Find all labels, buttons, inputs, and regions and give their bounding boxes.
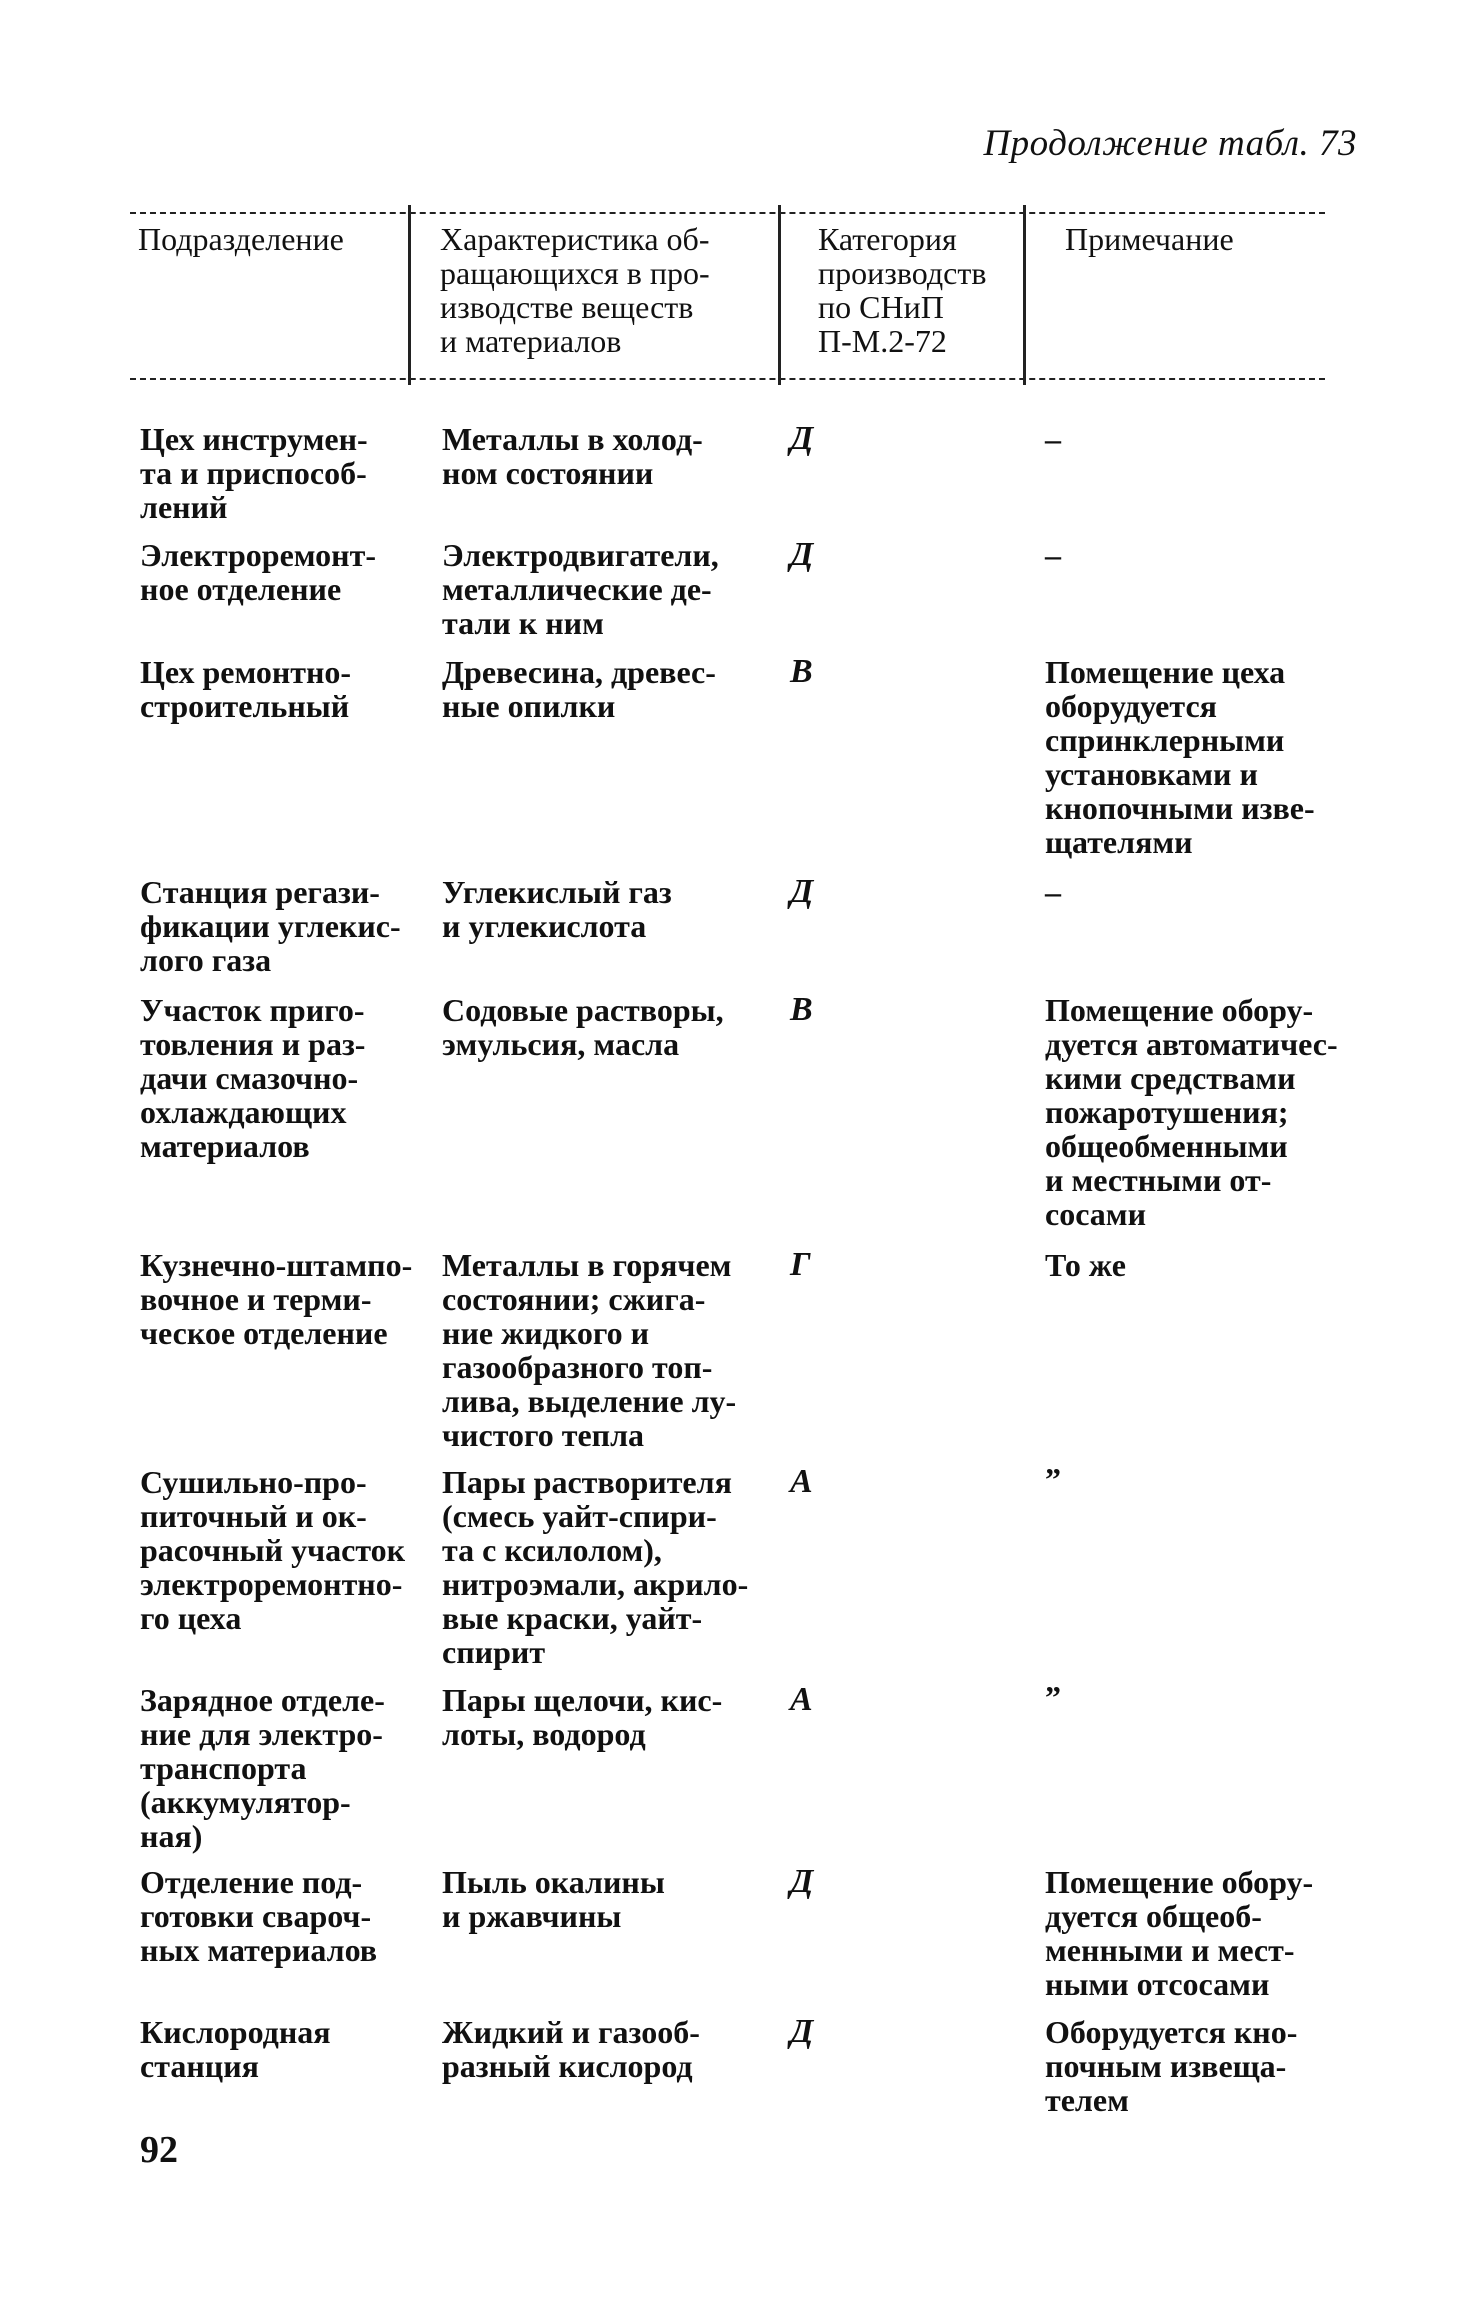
category-cell: Д — [790, 536, 814, 573]
category-cell: Д — [790, 1863, 814, 1900]
category-cell: Г — [790, 1246, 811, 1283]
division-cell: Отделение под- готовки свароч- ных материалов — [140, 1864, 378, 1968]
header-division: Подразделение — [138, 221, 344, 257]
header-divider-2 — [778, 205, 781, 385]
substances-cell: Пары растворителя (смесь уайт-спири- та с ксилолом), нитроэмали, акрило- вые краски, уайт- спирит — [442, 1464, 749, 1670]
substances-cell: Пыль окалины и ржавчины — [442, 1864, 665, 1934]
substances-cell: Жидкий и газооб- разный кислород — [442, 2014, 700, 2084]
substances-cell: Электродвигатели, металлические де- тали к ним — [442, 537, 719, 641]
substances-cell: Древесина, древес- ные опилки — [442, 654, 716, 724]
note-cell: Помещение обору- дуется автоматичес- кими средствами пожаротушения; общеобменными и местными от- сосами — [1045, 992, 1338, 1232]
note-cell: То же — [1045, 1247, 1126, 1283]
table-caption: Продолжение табл. 73 — [983, 123, 1357, 164]
category-cell: В — [790, 653, 813, 690]
note-cell: ” — [1045, 1461, 1061, 1497]
category-cell: А — [790, 1681, 813, 1718]
substances-cell: Содовые растворы, эмульсия, масла — [442, 992, 724, 1062]
division-cell: Цех ремонтно- строительный — [140, 654, 352, 724]
header-top-rule — [130, 212, 1325, 214]
header-bottom-rule — [130, 378, 1325, 380]
note-cell: ” — [1045, 1679, 1061, 1715]
page-number: 92 — [140, 2129, 178, 2171]
category-cell: Д — [790, 873, 814, 910]
division-cell: Цех инструмен- та и приспособ- лений — [140, 421, 368, 525]
category-cell: А — [790, 1463, 813, 1500]
header-note: Примечание — [1065, 221, 1234, 257]
category-cell: В — [790, 991, 813, 1028]
note-cell: – — [1045, 421, 1061, 457]
header-substances: Характеристика об- ращающихся в про- изводстве веществ и материалов — [440, 221, 710, 359]
category-cell: Д — [790, 2013, 814, 2050]
substances-cell: Металлы в горячем состоянии; сжига- ние жидкого и газообразного топ- лива, выделение лу- чистого тепла — [442, 1247, 737, 1453]
note-cell: – — [1045, 537, 1061, 573]
category-cell: Д — [790, 420, 814, 457]
substances-cell: Углекислый газ и углекислота — [442, 874, 672, 944]
division-cell: Кислородная станция — [140, 2014, 331, 2084]
header-category: Категория производств по СНиП П-М.2-72 — [818, 221, 987, 359]
division-cell: Сушильно-про- питочный и ок- расочный участок электроремонтно- го цеха — [140, 1464, 406, 1636]
division-cell: Участок приго- товления и раз- дачи смазочно- охлаждающих материалов — [140, 992, 366, 1164]
note-cell: Помещение обору- дуется общеоб- менными и мест- ными отсосами — [1045, 1864, 1314, 2002]
division-cell: Электроремонт- ное отделение — [140, 537, 376, 607]
substances-cell: Пары щелочи, кис- лоты, водород — [442, 1682, 723, 1752]
note-cell: – — [1045, 874, 1061, 910]
division-cell: Зарядное отделе- ние для электро- транспорта (аккумулятор- ная) — [140, 1682, 385, 1854]
note-cell: Помещение цеха оборудуется спринклерными установками и кнопочными изве- щателями — [1045, 654, 1315, 860]
division-cell: Кузнечно-штампо- вочное и терми- ческое отделение — [140, 1247, 413, 1351]
substances-cell: Металлы в холод- ном состоянии — [442, 421, 703, 491]
header-divider-3 — [1023, 205, 1026, 385]
header-divider-1 — [408, 205, 411, 385]
note-cell: Оборудуется кно- почным извеща- телем — [1045, 2014, 1298, 2118]
division-cell: Станция регази- фикации углекис- лого газа — [140, 874, 401, 978]
